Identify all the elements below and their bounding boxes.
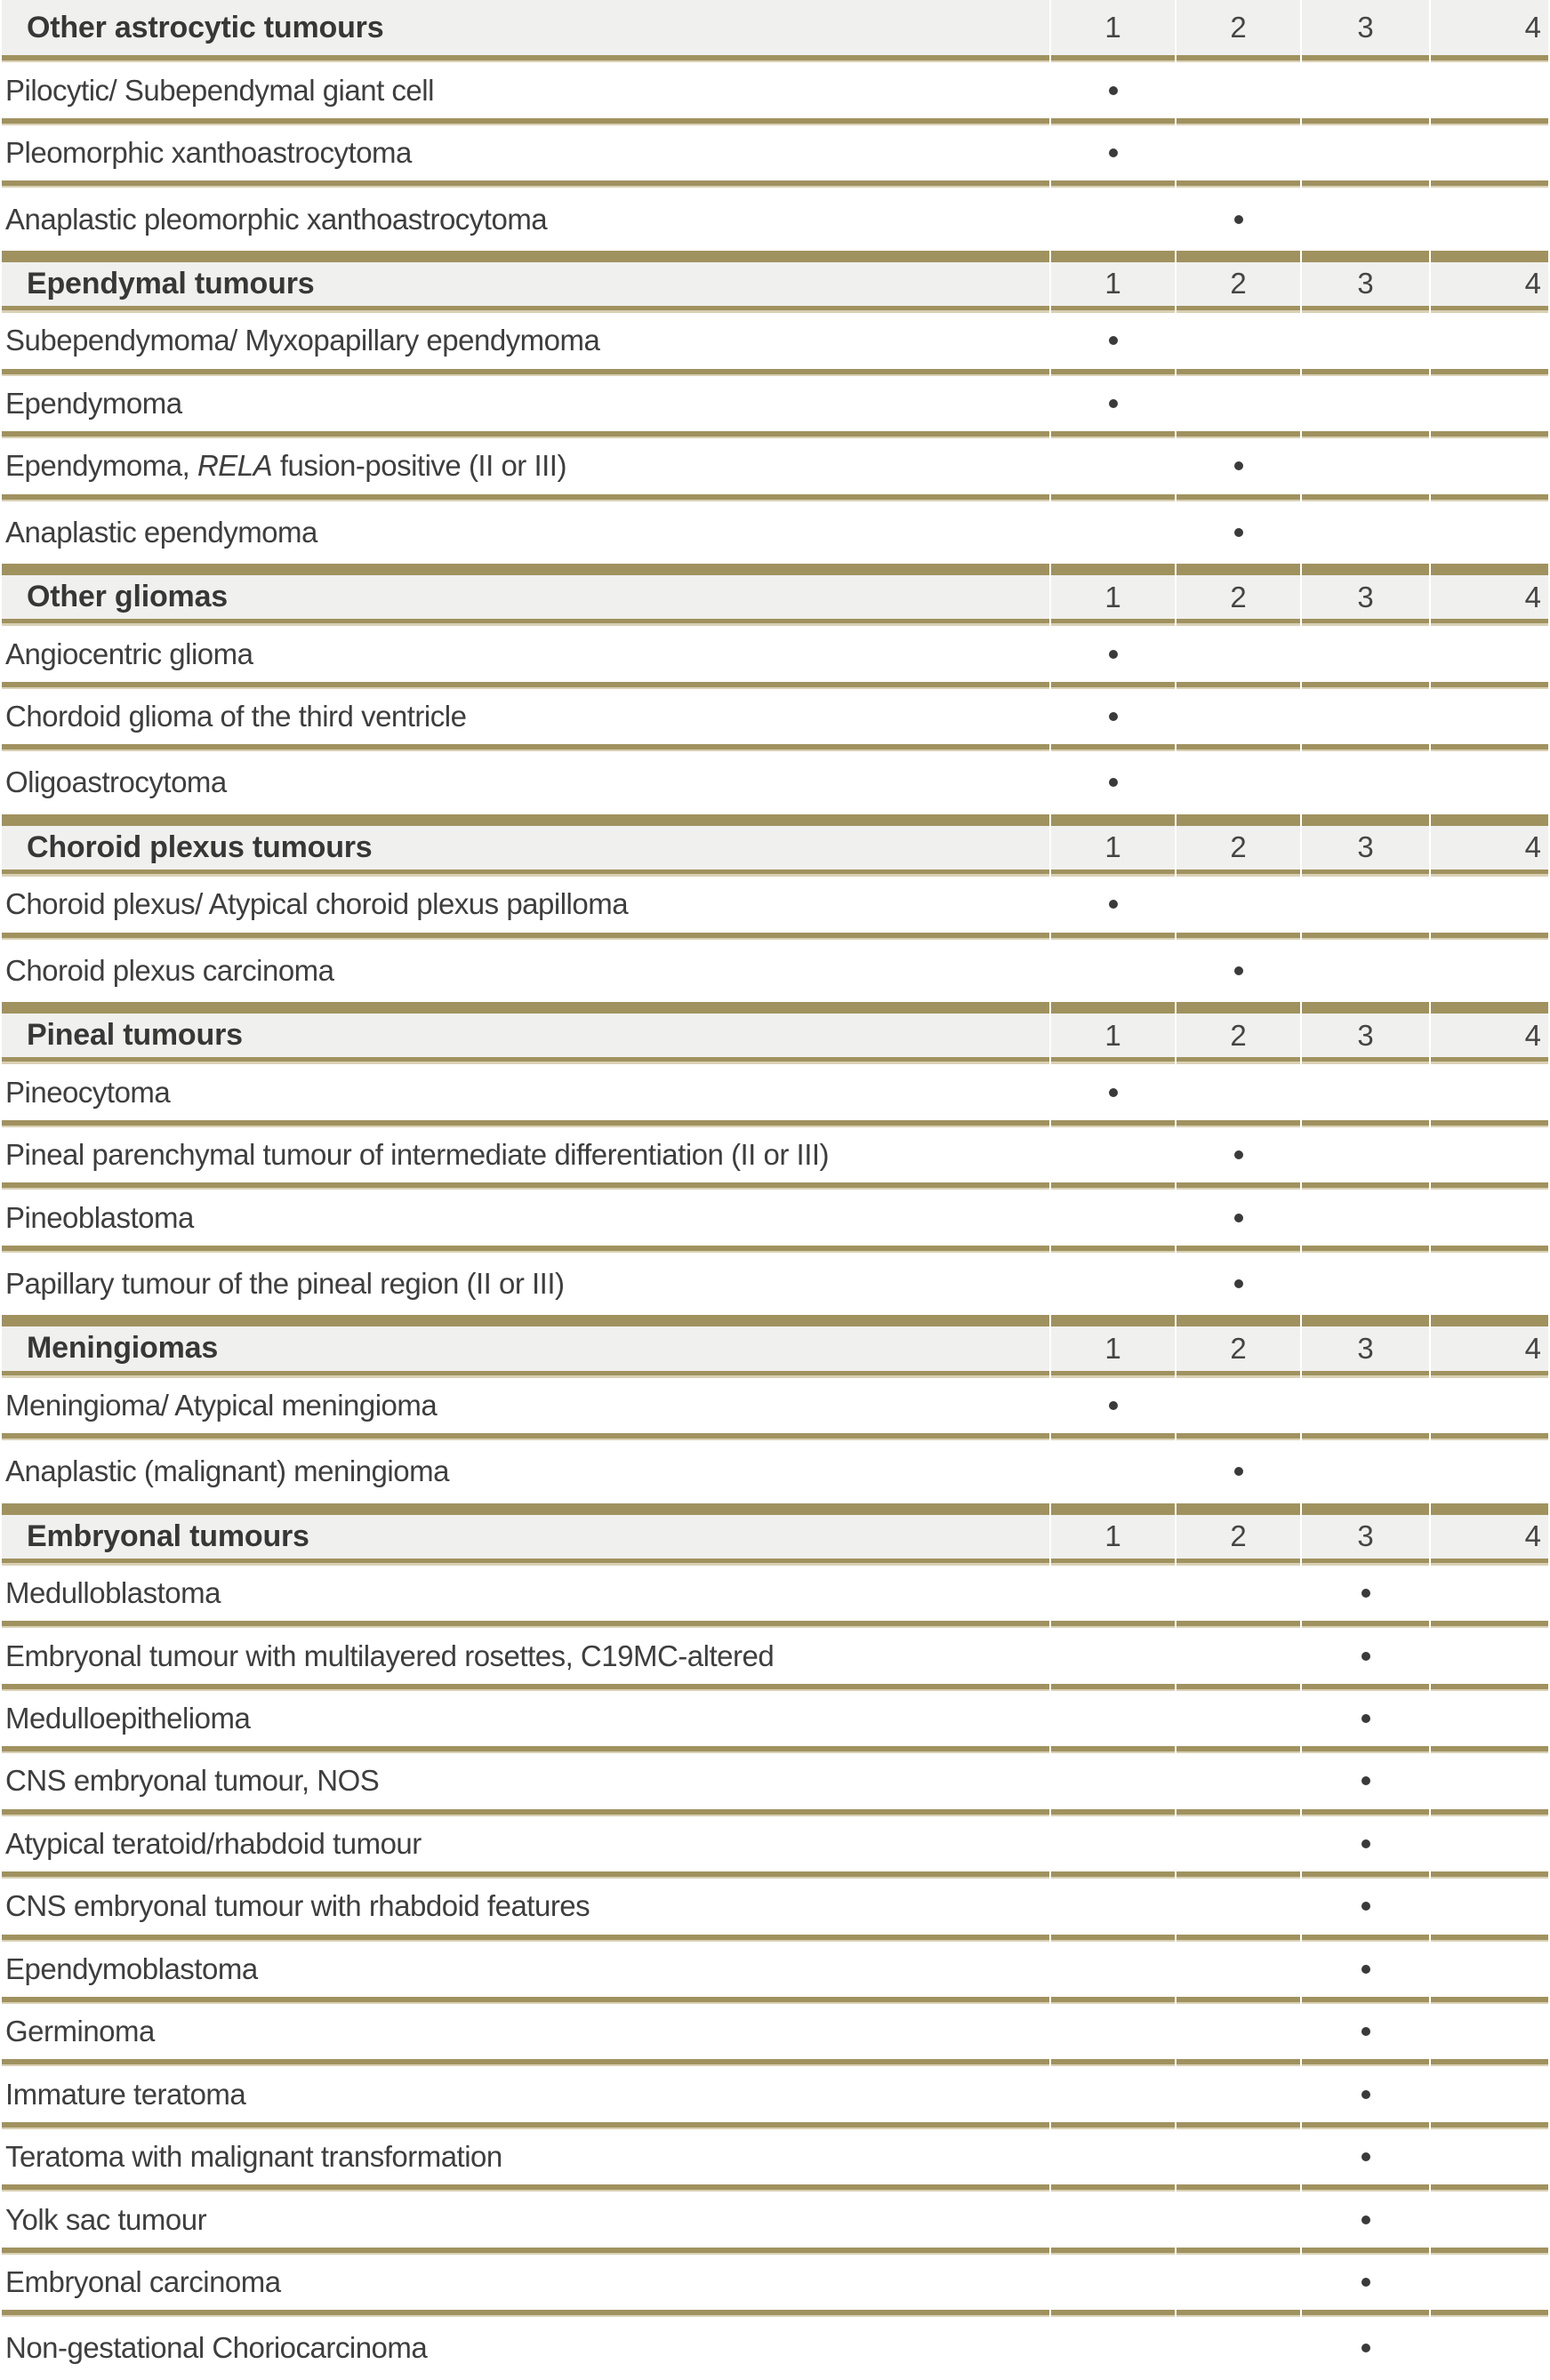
tumour-name <box>2 438 1049 501</box>
grade-cell <box>1177 751 1300 813</box>
tumour-name <box>2 2192 1049 2254</box>
table-row <box>2 1253 1548 1315</box>
grade-cell <box>1177 2317 1300 2379</box>
grade-cell <box>1431 438 1548 501</box>
grade-dot <box>1234 1150 1243 1159</box>
tumour-name <box>2 2129 1049 2192</box>
grade-cell <box>1431 1253 1548 1315</box>
tumour-name <box>2 501 1049 564</box>
tumour-name-text: Immature teratoma <box>5 2077 246 2111</box>
grade-cell <box>1177 2255 1300 2317</box>
tumour-name-text: Pineal parenchymal tumour of intermediate differentiation (II or III) <box>5 1138 830 1172</box>
grade-cell <box>1302 2129 1429 2192</box>
grade-cell <box>1302 689 1429 751</box>
grade-cell <box>1051 2255 1175 2317</box>
grade-cell <box>1431 751 1548 813</box>
tumour-name-text: Papillary tumour of the pineal region (II or III) <box>5 1266 565 1300</box>
table-row <box>2 1691 1548 1753</box>
grade-cell <box>1302 125 1429 188</box>
grade-dot <box>1109 1088 1118 1097</box>
grade-cell <box>1177 62 1300 124</box>
tumour-name <box>2 1440 1049 1503</box>
grade-cell <box>1302 1753 1429 1815</box>
grade-cell <box>1302 2066 1429 2128</box>
tumour-name-text: Germinoma <box>5 2015 155 2048</box>
section-header-row <box>2 1503 1548 1566</box>
grade-cell <box>1302 2255 1429 2317</box>
tumour-name-text: Angiocentric glioma <box>5 637 253 670</box>
grade-cell <box>1302 2192 1429 2254</box>
grade-cell <box>1051 940 1175 1002</box>
table-row <box>2 62 1548 124</box>
grade-dot <box>1361 1839 1370 1848</box>
grade-dot <box>1361 2344 1370 2352</box>
tumour-name-text: Medulloblastoma <box>5 1576 221 1610</box>
grade-dot <box>1109 336 1118 345</box>
grade-cell <box>1051 313 1175 375</box>
grade-cell <box>1302 751 1429 813</box>
tumour-name <box>2 1064 1049 1126</box>
tumour-name-text: Teratoma with malignant transformation <box>5 2140 502 2174</box>
grade-column-header: 3 <box>1302 814 1429 877</box>
table-row <box>2 751 1548 813</box>
grade-cell <box>1177 2004 1300 2066</box>
grade-cell <box>1177 1691 1300 1753</box>
grade-column-header: 1 <box>1051 814 1175 877</box>
grade-cell <box>1431 1691 1548 1753</box>
grade-cell <box>1177 501 1300 564</box>
grade-cell <box>1177 1253 1300 1315</box>
section-header-row <box>2 251 1548 313</box>
grade-column-header: 4 <box>1431 1503 1548 1566</box>
grade-cell <box>1051 1879 1175 1941</box>
grade-cell <box>1177 188 1300 250</box>
table-row <box>2 2317 1548 2379</box>
grade-cell <box>1051 1253 1175 1315</box>
grade-dot <box>1361 2278 1370 2287</box>
grade-cell <box>1177 1378 1300 1440</box>
grade-cell <box>1051 188 1175 250</box>
table-row <box>2 1879 1548 1941</box>
table-row <box>2 1190 1548 1252</box>
tumour-name <box>2 125 1049 188</box>
grade-cell <box>1177 877 1300 939</box>
grade-cell <box>1302 940 1429 1002</box>
grade-column-header: 1 <box>1051 564 1175 626</box>
grade-column-header: 3 <box>1302 1002 1429 1064</box>
grade-dot <box>1361 1589 1370 1598</box>
grade-column-header: 4 <box>1431 1002 1548 1064</box>
table-row <box>2 1753 1548 1815</box>
section-header-row <box>2 1002 1548 1064</box>
tumour-name-text: CNS embryonal tumour with rhabdoid features <box>5 1889 590 1923</box>
grade-cell <box>1051 501 1175 564</box>
tumour-name-text: Oligoastrocytoma <box>5 765 227 799</box>
grade-column-header: 2 <box>1177 814 1300 877</box>
tumour-name-text: Ependymoblastoma <box>5 1951 258 1985</box>
grade-cell <box>1051 877 1175 939</box>
tumour-name-text: Embryonal tumour with multilayered rosettes, C19MC-altered <box>5 1639 775 1672</box>
grade-cell <box>1431 501 1548 564</box>
section-header-label: Ependymal tumours <box>2 251 1049 313</box>
tumour-name-text: CNS embryonal tumour, NOS <box>5 1764 380 1798</box>
grade-dot <box>1109 148 1118 157</box>
grade-cell <box>1431 1378 1548 1440</box>
table-row <box>2 1566 1548 1628</box>
section-header-label: Meningiomas <box>2 1315 1049 1377</box>
gene-symbol: RELA <box>197 449 273 483</box>
tumour-name <box>2 2004 1049 2066</box>
grade-cell <box>1051 438 1175 501</box>
grade-dot <box>1361 2090 1370 2099</box>
grade-column-header: 4 <box>1431 1315 1548 1377</box>
grade-cell <box>1302 313 1429 375</box>
grade-cell <box>1302 877 1429 939</box>
grade-cell <box>1051 1753 1175 1815</box>
tumour-name <box>2 940 1049 1002</box>
grade-cell <box>1302 1253 1429 1315</box>
tumour-name-text: Ependymoma <box>5 386 182 420</box>
grade-cell <box>1177 1879 1300 1941</box>
grade-dot <box>1109 712 1118 721</box>
grade-cell <box>1051 1064 1175 1126</box>
grade-dot <box>1109 86 1118 95</box>
grade-cell <box>1051 1942 1175 2004</box>
grade-cell <box>1177 376 1300 438</box>
tumour-name-text: Anaplastic ependymoma <box>5 515 317 549</box>
grade-cell <box>1051 1566 1175 1628</box>
grade-cell <box>1177 2192 1300 2254</box>
tumour-name <box>2 1190 1049 1252</box>
grade-cell <box>1431 2004 1548 2066</box>
tumour-name-text: Subependymoma/ Myxopapillary ependymoma <box>5 324 600 357</box>
grade-cell <box>1051 626 1175 688</box>
grade-cell <box>1177 438 1300 501</box>
table-row <box>2 2255 1548 2317</box>
grade-cell <box>1177 1628 1300 1690</box>
grade-cell <box>1177 1127 1300 1190</box>
tumour-name <box>2 1879 1049 1941</box>
grade-column-header: 1 <box>1051 1002 1175 1064</box>
tumour-name <box>2 1628 1049 1690</box>
grade-column-header: 3 <box>1302 0 1429 62</box>
grade-cell <box>1177 2129 1300 2192</box>
grade-cell <box>1302 1064 1429 1126</box>
grade-cell <box>1177 1064 1300 1126</box>
grade-column-header: 3 <box>1302 1315 1429 1377</box>
grade-cell <box>1431 2066 1548 2128</box>
grade-dot <box>1109 900 1118 909</box>
grade-dot <box>1109 1401 1118 1410</box>
grade-column-header: 1 <box>1051 1315 1175 1377</box>
grade-cell <box>1431 1628 1548 1690</box>
table-row <box>2 1628 1548 1690</box>
grade-cell <box>1051 376 1175 438</box>
grade-cell <box>1302 438 1429 501</box>
tumour-name-text: Yolk sac tumour <box>5 2202 207 2236</box>
grade-dot <box>1361 1776 1370 1785</box>
tumour-name <box>2 751 1049 813</box>
tumour-name-text: Medulloepithelioma <box>5 1702 251 1735</box>
table-row <box>2 689 1548 751</box>
table-row <box>2 1440 1548 1503</box>
grade-cell <box>1051 2004 1175 2066</box>
table-row <box>2 2192 1548 2254</box>
section-header-label: Pineal tumours <box>2 1002 1049 1064</box>
grade-cell <box>1302 1942 1429 2004</box>
grade-cell <box>1302 2317 1429 2379</box>
tumour-name <box>2 877 1049 939</box>
grade-column-header: 2 <box>1177 564 1300 626</box>
grade-column-header: 1 <box>1051 1503 1175 1566</box>
grade-cell <box>1431 1127 1548 1190</box>
table-row <box>2 2066 1548 2128</box>
tumour-name-text: fusion-positive (II or III) <box>272 449 566 483</box>
tumour-name <box>2 1691 1049 1753</box>
grade-cell <box>1302 1879 1429 1941</box>
grade-cell <box>1051 689 1175 751</box>
grade-dot <box>1361 2027 1370 2036</box>
grade-cell <box>1431 2192 1548 2254</box>
grade-cell <box>1177 940 1300 1002</box>
grade-cell <box>1431 2317 1548 2379</box>
grade-dot <box>1234 966 1243 975</box>
section-header-row <box>2 0 1548 62</box>
section-header-label: Other astrocytic tumours <box>2 0 1049 62</box>
tumour-name <box>2 1378 1049 1440</box>
grade-cell <box>1302 62 1429 124</box>
grade-dot <box>1234 215 1243 224</box>
tumour-name <box>2 376 1049 438</box>
grade-column-header: 2 <box>1177 1503 1300 1566</box>
grade-cell <box>1177 313 1300 375</box>
grade-cell <box>1431 62 1548 124</box>
grade-cell <box>1431 626 1548 688</box>
grade-cell <box>1431 940 1548 1002</box>
tumour-name <box>2 1566 1049 1628</box>
grade-cell <box>1177 1440 1300 1503</box>
tumour-name-text: Chordoid glioma of the third ventricle <box>5 700 467 733</box>
grade-column-header: 4 <box>1431 0 1548 62</box>
grade-cell <box>1431 2255 1548 2317</box>
grade-cell <box>1431 188 1548 250</box>
grade-cell <box>1302 2004 1429 2066</box>
table-row <box>2 1816 1548 1879</box>
tumour-name <box>2 313 1049 375</box>
grade-cell <box>1302 188 1429 250</box>
grade-cell <box>1431 877 1548 939</box>
grade-cell <box>1302 376 1429 438</box>
table-row <box>2 940 1548 1002</box>
tumour-name <box>2 626 1049 688</box>
table-row <box>2 1378 1548 1440</box>
tumour-name-text: Pleomorphic xanthoastrocytoma <box>5 136 412 170</box>
grade-cell <box>1051 1816 1175 1879</box>
table-row <box>2 2129 1548 2192</box>
grade-cell <box>1431 689 1548 751</box>
grade-dot <box>1361 1652 1370 1661</box>
grade-column-header: 3 <box>1302 1503 1429 1566</box>
grade-cell <box>1431 1816 1548 1879</box>
tumour-name-text: Choroid plexus/ Atypical choroid plexus papilloma <box>5 887 629 921</box>
grade-cell <box>1302 1190 1429 1252</box>
tumour-name <box>2 689 1049 751</box>
grade-cell <box>1177 689 1300 751</box>
grade-cell <box>1302 1691 1429 1753</box>
section-header-row <box>2 814 1548 877</box>
grade-cell <box>1051 2192 1175 2254</box>
grade-cell <box>1051 2317 1175 2379</box>
tumour-name <box>2 1127 1049 1190</box>
table-row <box>2 1127 1548 1190</box>
grade-cell <box>1051 1440 1175 1503</box>
grade-cell <box>1302 1566 1429 1628</box>
grade-dot <box>1234 461 1243 470</box>
grade-dot <box>1361 1965 1370 1974</box>
grade-dot <box>1234 1214 1243 1222</box>
grade-cell <box>1051 125 1175 188</box>
table-row <box>2 626 1548 688</box>
table-row <box>2 125 1548 188</box>
grade-cell <box>1051 1378 1175 1440</box>
grade-cell <box>1051 1127 1175 1190</box>
section-header-label: Choroid plexus tumours <box>2 814 1049 877</box>
grade-dot <box>1361 2152 1370 2161</box>
grade-column-header: 4 <box>1431 814 1548 877</box>
grade-dot <box>1109 778 1118 787</box>
grade-cell <box>1302 501 1429 564</box>
grade-column-header: 1 <box>1051 251 1175 313</box>
grade-column-header: 2 <box>1177 1002 1300 1064</box>
tumour-name-text: Non-gestational Choriocarcinoma <box>5 2331 428 2365</box>
grade-cell <box>1431 313 1548 375</box>
table-row <box>2 438 1548 501</box>
tumour-name <box>2 1942 1049 2004</box>
table-row <box>2 501 1548 564</box>
grade-cell <box>1177 1566 1300 1628</box>
tumour-name <box>2 2317 1049 2379</box>
tumour-name <box>2 1753 1049 1815</box>
grade-cell <box>1431 1942 1548 2004</box>
grade-cell <box>1431 1566 1548 1628</box>
tumour-name <box>2 1253 1049 1315</box>
grade-dot <box>1361 1714 1370 1723</box>
tumour-name-text: Pineoblastoma <box>5 1200 194 1234</box>
grade-cell <box>1177 1190 1300 1252</box>
grade-cell <box>1431 1753 1548 1815</box>
grade-cell <box>1302 1378 1429 1440</box>
grade-cell <box>1051 2129 1175 2192</box>
tumour-name-text: Ependymoma, <box>5 449 197 483</box>
table-row <box>2 376 1548 438</box>
grade-cell <box>1431 1879 1548 1941</box>
grade-cell <box>1051 2066 1175 2128</box>
grade-dot <box>1234 1467 1243 1476</box>
tumour-name <box>2 2066 1049 2128</box>
tumour-name <box>2 2255 1049 2317</box>
grade-dot <box>1234 1279 1243 1288</box>
grade-cell <box>1431 1440 1548 1503</box>
table-row <box>2 188 1548 250</box>
tumour-name-text: Anaplastic pleomorphic xanthoastrocytoma <box>5 202 548 236</box>
tumour-name-text: Anaplastic (malignant) meningioma <box>5 1454 449 1488</box>
grade-column-header: 2 <box>1177 251 1300 313</box>
grade-cell <box>1302 1127 1429 1190</box>
tumour-name-text: Meningioma/ Atypical meningioma <box>5 1388 438 1422</box>
grade-column-header: 2 <box>1177 0 1300 62</box>
section-header-row <box>2 1315 1548 1377</box>
table-body <box>2 0 1548 2380</box>
grade-cell <box>1051 1190 1175 1252</box>
grade-cell <box>1431 1064 1548 1126</box>
grade-cell <box>1431 2129 1548 2192</box>
grade-cell <box>1302 626 1429 688</box>
table-row <box>2 877 1548 939</box>
grade-dot <box>1234 528 1243 537</box>
grade-dot <box>1361 1902 1370 1911</box>
grade-cell <box>1177 2066 1300 2128</box>
grade-dot <box>1361 2216 1370 2224</box>
tumour-name-text: Pineocytoma <box>5 1075 171 1109</box>
grade-column-header: 4 <box>1431 564 1548 626</box>
grade-column-header: 2 <box>1177 1315 1300 1377</box>
grade-cell <box>1302 1628 1429 1690</box>
grade-cell <box>1177 125 1300 188</box>
table-row <box>2 1942 1548 2004</box>
section-header-label: Embryonal tumours <box>2 1503 1049 1566</box>
section-header-row <box>2 564 1548 626</box>
grade-cell <box>1177 1753 1300 1815</box>
grade-dot <box>1109 399 1118 408</box>
tumour-name-text: Atypical teratoid/rhabdoid tumour <box>5 1826 422 1860</box>
tumour-name-text: Pilocytic/ Subependymal giant cell <box>5 73 434 107</box>
grade-cell <box>1302 1440 1429 1503</box>
grade-cell <box>1431 125 1548 188</box>
grade-cell <box>1302 1816 1429 1879</box>
grade-column-header: 3 <box>1302 251 1429 313</box>
grade-cell <box>1051 1691 1175 1753</box>
tumour-name <box>2 62 1049 124</box>
table-row <box>2 313 1548 375</box>
section-header-label: Other gliomas <box>2 564 1049 626</box>
grade-column-header: 3 <box>1302 564 1429 626</box>
grade-cell <box>1051 62 1175 124</box>
tumour-name-text: Embryonal carcinoma <box>5 2264 281 2298</box>
table-row <box>2 2004 1548 2066</box>
tumour-name-text: Choroid plexus carcinoma <box>5 953 334 987</box>
grade-dot <box>1109 650 1118 659</box>
grade-column-header: 4 <box>1431 251 1548 313</box>
grade-cell <box>1051 751 1175 813</box>
grade-cell <box>1431 376 1548 438</box>
grade-cell <box>1177 1942 1300 2004</box>
grade-cell <box>1177 626 1300 688</box>
grade-column-header: 1 <box>1051 0 1175 62</box>
grade-cell <box>1431 1190 1548 1252</box>
grade-cell <box>1051 1628 1175 1690</box>
tumour-name <box>2 1816 1049 1879</box>
tumour-name <box>2 188 1049 250</box>
table-row <box>2 1064 1548 1126</box>
grade-cell <box>1177 1816 1300 1879</box>
